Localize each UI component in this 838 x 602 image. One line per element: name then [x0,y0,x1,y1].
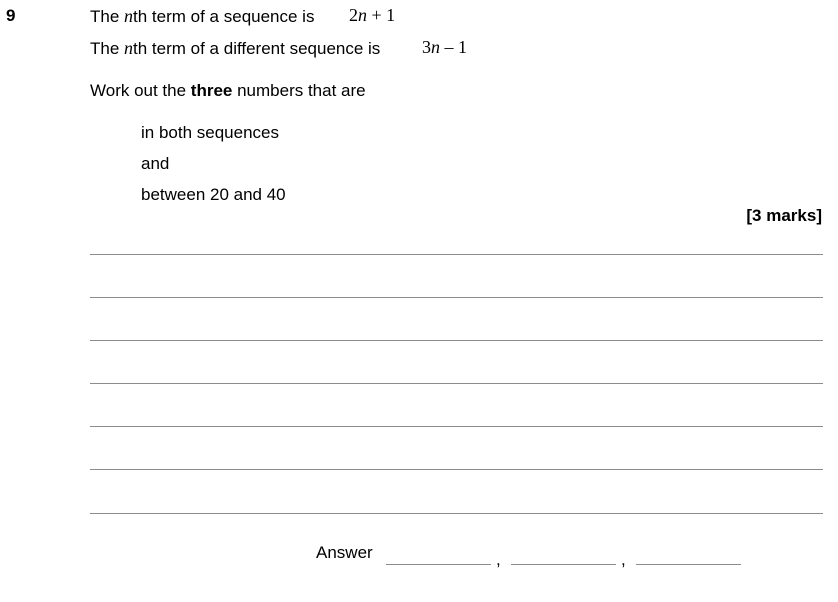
working-line[interactable] [90,513,823,514]
condition-item: in both sequences [141,123,279,142]
sequence-two-expression: 3n – 1 [422,37,467,57]
n-variable: n [124,38,134,58]
statement-prefix: The [90,39,125,58]
statement-suffix: th term of a different sequence is [133,39,381,58]
emphasis-three: three [190,81,233,100]
instruction: Work out the three numbers that are [90,81,366,100]
working-line[interactable] [90,297,823,298]
sequence-one-expression: 2n + 1 [349,5,396,25]
sequence-one-statement [90,6,314,27]
statement-suffix: th term of a sequence is [133,7,315,26]
answer-blank-1[interactable] [386,564,491,565]
answer-blank-2[interactable] [511,564,616,565]
answer-label: Answer [316,543,373,562]
working-line[interactable] [90,469,823,470]
sequence-two-statement [90,38,380,59]
question-number: 9 [6,6,16,25]
n-variable: n [124,6,134,26]
working-line[interactable] [90,340,823,341]
answer-separator: , [496,550,501,569]
marks-label: [3 marks] [746,206,822,225]
working-line[interactable] [90,383,823,384]
condition-item: between 20 and 40 [141,185,286,204]
working-line[interactable] [90,254,823,255]
answer-blank-3[interactable] [636,564,741,565]
statement-prefix: The [90,7,125,26]
working-line[interactable] [90,426,823,427]
condition-item: and [141,154,170,173]
answer-separator: , [621,550,626,569]
